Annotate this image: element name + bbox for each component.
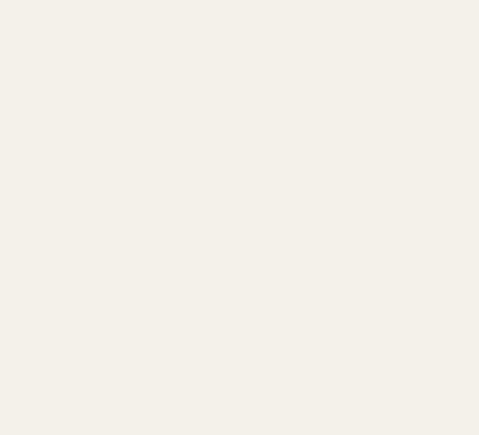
top-floral-ornament — [232, 0, 479, 28]
bottom-floral-ornament — [22, 348, 467, 435]
right-text-column — [243, 28, 472, 29]
